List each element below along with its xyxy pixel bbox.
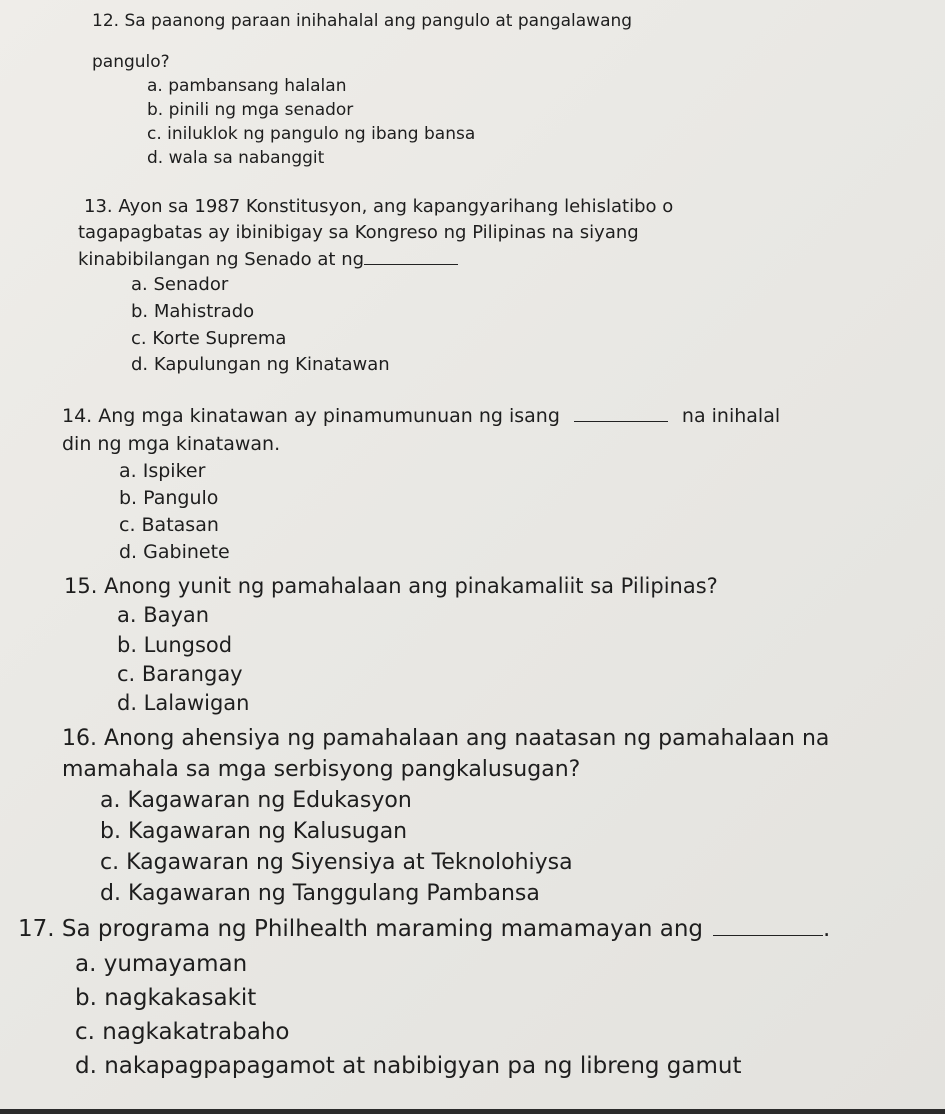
question-16-choice-a[interactable]: a. Kagawaran ng Edukasyon [100, 788, 412, 813]
question-17-stem-period: . [823, 916, 831, 942]
question-13-stem-line-2: tagapagbatas ay ibinibigay sa Kongreso ng Pilipinas na siyang [78, 222, 639, 243]
question-17-stem-text: 17. Sa programa ng Philhealth maraming mamamayan ang [18, 916, 704, 942]
question-13-stem-text: kinabibilangan ng Senado at ng [78, 249, 365, 270]
question-12-stem-line-1: 12. Sa paanong paraan inihahalal ang pangulo at pangalawang [92, 11, 633, 31]
question-14-stem-tail: na inihalal [681, 405, 781, 427]
question-13-stem-line-3 [78, 249, 458, 270]
question-16-choice-b[interactable]: b. Kagawaran ng Kalusugan [100, 819, 408, 844]
question-14-stem-text: 14. Ang mga kinatawan ay pinamumunuan ng isang [62, 405, 560, 427]
question-15-stem: 15. Anong yunit ng pamahalaan ang pinakamaliit sa Pilipinas? [64, 574, 718, 598]
question-12-stem-line-2: pangulo? [92, 52, 170, 72]
question-13-choice-b[interactable]: b. Mahistrado [131, 301, 255, 322]
question-12-choice-a[interactable]: a. pambansang halalan [147, 76, 347, 96]
question-16-stem-line-1: 16. Anong ahensiya ng pamahalaan ang naatasan ng pamahalaan na [62, 726, 830, 751]
question-17-choice-a[interactable]: a. yumayaman [75, 951, 248, 977]
question-17-choice-c[interactable]: c. nagkakatrabaho [75, 1019, 290, 1045]
question-12-choice-b[interactable]: b. pinili ng mga senador [147, 100, 354, 120]
question-15-choice-a[interactable]: a. Bayan [117, 603, 210, 627]
question-14-stem-line-2: din ng mga kinatawan. [62, 433, 281, 455]
question-14-stem-line-1 [62, 405, 780, 427]
question-16-choice-c[interactable]: c. Kagawaran ng Siyensiya at Teknolohiysa [100, 850, 573, 875]
question-17-choice-d[interactable]: d. nakapagpapagamot at nabibigyan pa ng libreng gamut [75, 1053, 742, 1079]
answer-blank-14[interactable] [574, 421, 668, 422]
answer-blank-13[interactable] [364, 264, 458, 265]
question-13-choice-d[interactable]: d. Kapulungan ng Kinatawan [131, 354, 390, 375]
question-12-choice-c[interactable]: c. iniluklok ng pangulo ng ibang bansa [147, 124, 476, 144]
question-13-choice-a[interactable]: a. Senador [131, 274, 229, 295]
answer-blank-17[interactable] [713, 935, 823, 936]
question-15-choice-b[interactable]: b. Lungsod [117, 633, 233, 657]
question-15-choice-c[interactable]: c. Barangay [117, 662, 243, 686]
question-16-stem-line-2: mamahala sa mga serbisyong pangkalusugan? [62, 757, 581, 782]
question-16-choice-d[interactable]: d. Kagawaran ng Tanggulang Pambansa [100, 881, 540, 906]
page-bottom-edge [0, 1109, 945, 1114]
question-14-choice-a[interactable]: a. Ispiker [119, 460, 206, 482]
question-13-choice-c[interactable]: c. Korte Suprema [131, 328, 287, 349]
question-14-choice-c[interactable]: c. Batasan [119, 514, 219, 536]
question-12-choice-d[interactable]: d. wala sa nabanggit [147, 148, 325, 168]
question-13-stem-line-1: 13. Ayon sa 1987 Konstitusyon, ang kapangyarihang lehislatibo o [84, 196, 674, 217]
question-17-choice-b[interactable]: b. nagkakasakit [75, 985, 257, 1011]
question-14-choice-d[interactable]: d. Gabinete [119, 541, 230, 563]
question-14-choice-b[interactable]: b. Pangulo [119, 487, 219, 509]
question-17-stem-line-1 [18, 916, 830, 942]
question-15-choice-d[interactable]: d. Lalawigan [117, 691, 250, 715]
